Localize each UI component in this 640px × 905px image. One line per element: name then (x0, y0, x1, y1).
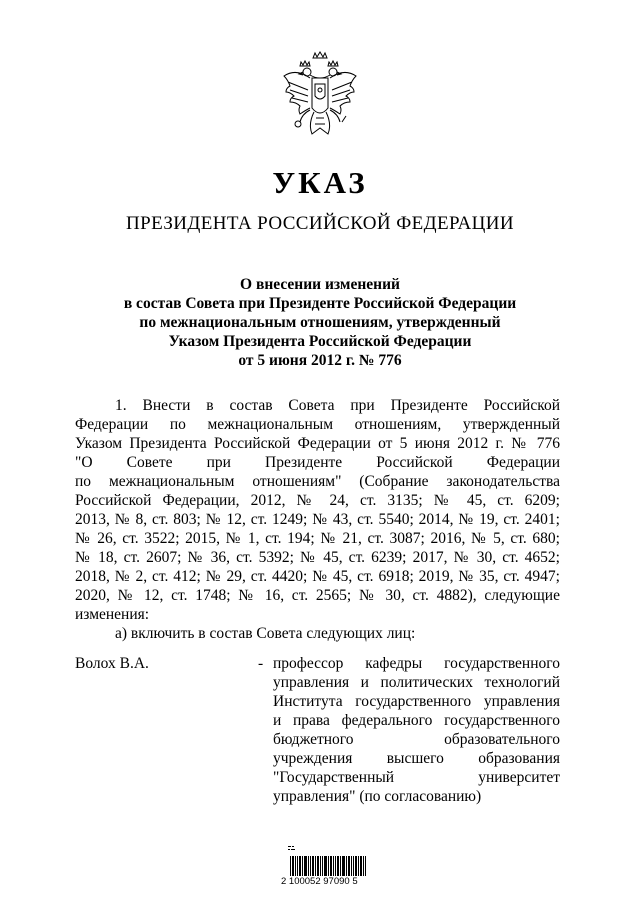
document-subtitle: ПРЕЗИДЕНТА РОССИЙСКОЙ ФЕДЕРАЦИИ (126, 213, 514, 234)
description-line: управления" (по согласованию) (273, 788, 482, 805)
description-line: бюджетного образовательного (273, 731, 560, 748)
heading-line: Указом Президента Российской Федерации (168, 333, 472, 350)
body-line: 2018, № 2, ст. 412; № 29, ст. 4420; № 45, ст. 6918; 2019, № 35, ст. 4947; (75, 568, 560, 585)
body-line: "О Совете при Президенте Российской Федерации (75, 454, 560, 471)
body-line: 1. Внести в состав Совета при Президенте Российской (115, 397, 560, 414)
description-line: "Государственный университет (273, 769, 560, 786)
heading-line: от 5 июня 2012 г. № 776 (238, 352, 402, 369)
body-line: изменения: (75, 606, 150, 623)
barcode-icon (280, 838, 380, 904)
document-body (75, 396, 560, 643)
heading-line: в состав Совета при Президенте Российской Федерации (123, 295, 517, 312)
document-title: УКАЗ (272, 165, 368, 200)
member-name: Волох В.А. (75, 655, 149, 672)
barcode-number: 2 100052 97090 5 (281, 876, 358, 887)
heading-line: по межнациональным отношениям, утвержденный (139, 314, 501, 331)
coat-of-arms-icon (280, 50, 360, 146)
description-line: управления и политических технологий (273, 674, 560, 691)
description-line: профессор кафедры государственного (273, 655, 560, 672)
description-line: и права федерального государственного (273, 712, 560, 729)
body-line: по межнациональным отношениям" (Собрание законодательства (75, 473, 560, 490)
heading-line: О внесении изменений (240, 276, 400, 293)
body-line: 2013, № 8, ст. 803; № 12, ст. 1249; № 43, ст. 5540; 2014, № 19, ст. 2401; (75, 511, 560, 528)
member-description (273, 654, 560, 806)
body-line: Указом Президента Российской Федерации от 5 июня 2012 г. № 776 (75, 435, 560, 452)
document-heading (100, 275, 540, 370)
member-dash: - (258, 655, 264, 672)
body-line: Российской Федерации, 2012, № 24, ст. 3135; № 45, ст. 6209; (75, 492, 560, 509)
body-line: 2020, № 12, ст. 1748; № 16, ст. 2565; № 30, ст. 4882), следующие (75, 587, 560, 604)
body-line: Федерации по межнациональным отношениям, утвержденный (75, 416, 560, 433)
description-line: Института государственного управления (273, 693, 560, 710)
body-line: № 26, ст. 3522; 2015, № 1, ст. 194; № 21, ст. 3087; 2016, № 5, ст. 680; (75, 530, 560, 547)
body-line: а) включить в состав Совета следующих лиц: (115, 625, 416, 642)
description-line: учреждения высшего образования (273, 750, 560, 767)
body-line: № 18, ст. 2607; № 36, ст. 5392; № 45, ст. 6239; 2017, № 30, ст. 4652; (75, 549, 560, 566)
